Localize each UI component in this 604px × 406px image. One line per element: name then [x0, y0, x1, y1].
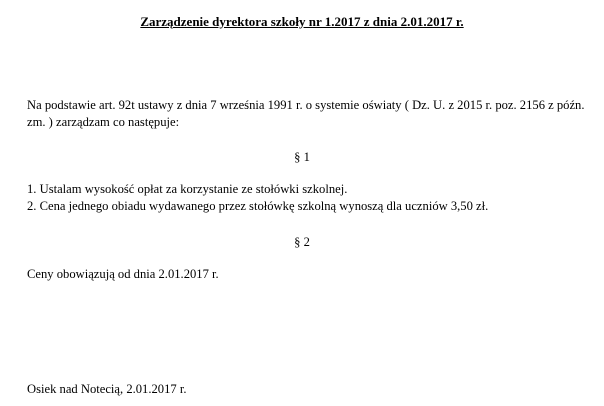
section-1-heading: § 1 — [294, 150, 310, 164]
list-item: 1. Ustalam wysokość opłat za korzystanie ze stołówki szkolnej. — [27, 182, 348, 196]
list-item: 2. Cena jednego obiadu wydawanego przez stołówkę szkolną wynoszą dla uczniów 3,50 zł. — [27, 199, 489, 213]
section-1-list — [27, 181, 587, 215]
document-title: Zarządzenie dyrektora szkoły nr 1.2017 z dnia 2.01.2017 r. — [140, 14, 464, 29]
section-2-heading: § 2 — [294, 235, 310, 249]
section-2-text: Ceny obowiązują od dnia 2.01.2017 r. — [27, 267, 219, 281]
intro-paragraph: Na podstawie art. 92t ustawy z dnia 7 września 1991 r. o systemie oświaty ( Dz. U. z 2015 r. poz. 2156 z późn. zm. ) zarządzam co następuje: — [27, 98, 585, 129]
place-date: Osiek nad Notecią, 2.01.2017 r. — [27, 382, 187, 396]
